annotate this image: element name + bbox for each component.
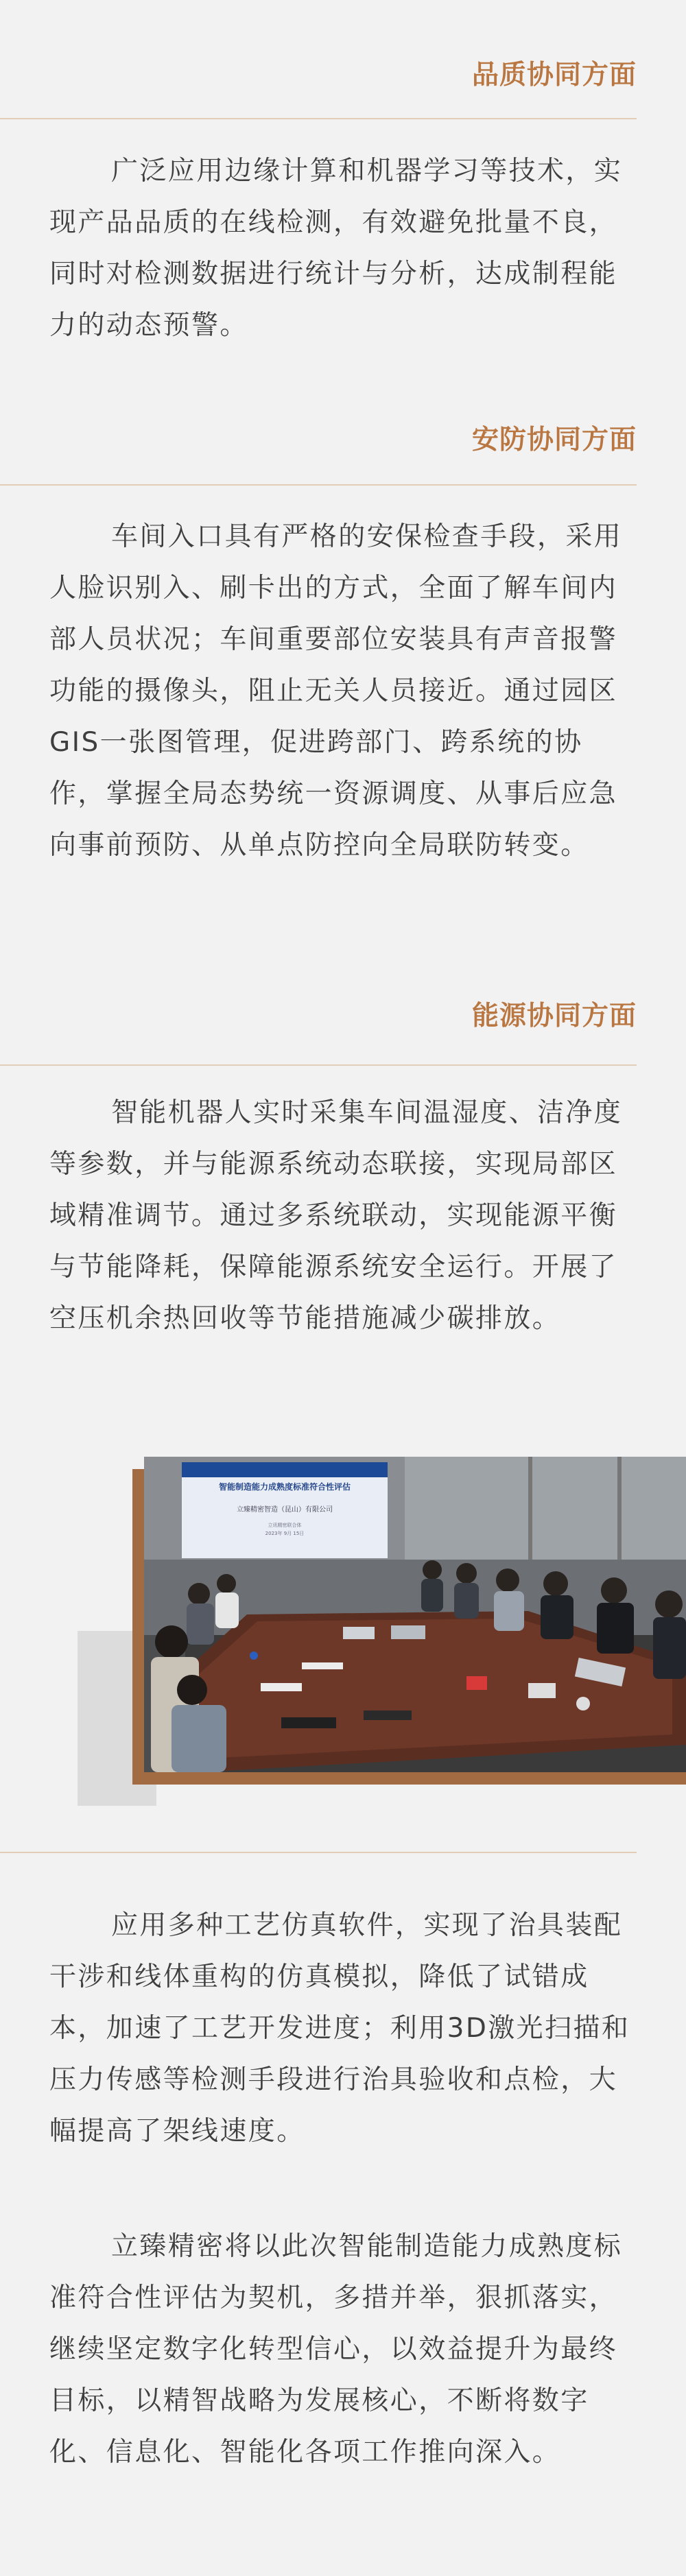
closing-paragraph-summary: 立臻精密将以此次智能制造能力成熟度标准符合性评估为契机，多措并举，狠抓落实，继续坚定数字化转型信心，以效益提升为最终目标，以精智战略为发展核心，不断将数字化、信息化、智能化各项工作推向深入。 xyxy=(49,2231,623,2468)
screen-title: 智能制造能力成熟度标准符合性评估 xyxy=(218,1482,351,1492)
section-heading-quality: 品质协同方面 xyxy=(471,60,637,91)
section-divider xyxy=(0,484,637,486)
closing-paragraph-simulation: 应用多种工艺仿真软件，实现了治具装配干涉和线体重构的仿真模拟，降低了试错成本，加速了工艺开发进度；利用3D激光扫描和压力传感等检测手段进行治具验收和点检，大幅提高了架线速度。 xyxy=(49,1910,630,2147)
section-heading-security: 安防协同方面 xyxy=(471,425,637,455)
section-divider xyxy=(0,118,637,119)
screen-note2: 2023年 9月 15日 xyxy=(265,1531,305,1536)
screen-subtitle: 立臻精密智造（昆山）有限公司 xyxy=(237,1506,333,1514)
section-paragraph-security: 车间入口具有严格的安保检查手段，采用人脸识别入、刷卡出的方式，全面了解车间内部人员状况；车间重要部位安装具有声音报警功能的摄像头，阻止无关人员接近。通过园区GIS一张图管理，促进跨部门、跨系统的协作，掌握全局态势统一资源调度、从事后应急向事前预防、从单点防控向全局联防转变。 xyxy=(49,521,623,861)
meeting-photo-illustration xyxy=(144,1457,686,1772)
section-divider xyxy=(0,1852,637,1853)
section-paragraph-quality: 广泛应用边缘计算和机器学习等技术，实现产品品质的在线检测，有效避免批量不良，同时对检测数据进行统计与分析，达成制程能力的动态预警。 xyxy=(49,156,623,341)
section-heading-energy: 能源协同方面 xyxy=(471,1001,637,1031)
meeting-photo xyxy=(144,1457,686,1772)
screen-note1: 立讯精密联合体 xyxy=(268,1523,302,1528)
section-divider xyxy=(0,1064,637,1066)
section-paragraph-energy: 智能机器人实时采集车间温湿度、洁净度等参数，并与能源系统动态联接，实现局部区域精准调节。通过多系统联动，实现能源平衡与节能降耗，保障能源系统安全运行。开展了空压机余热回收等节能措施减少碳排放。 xyxy=(49,1097,623,1334)
